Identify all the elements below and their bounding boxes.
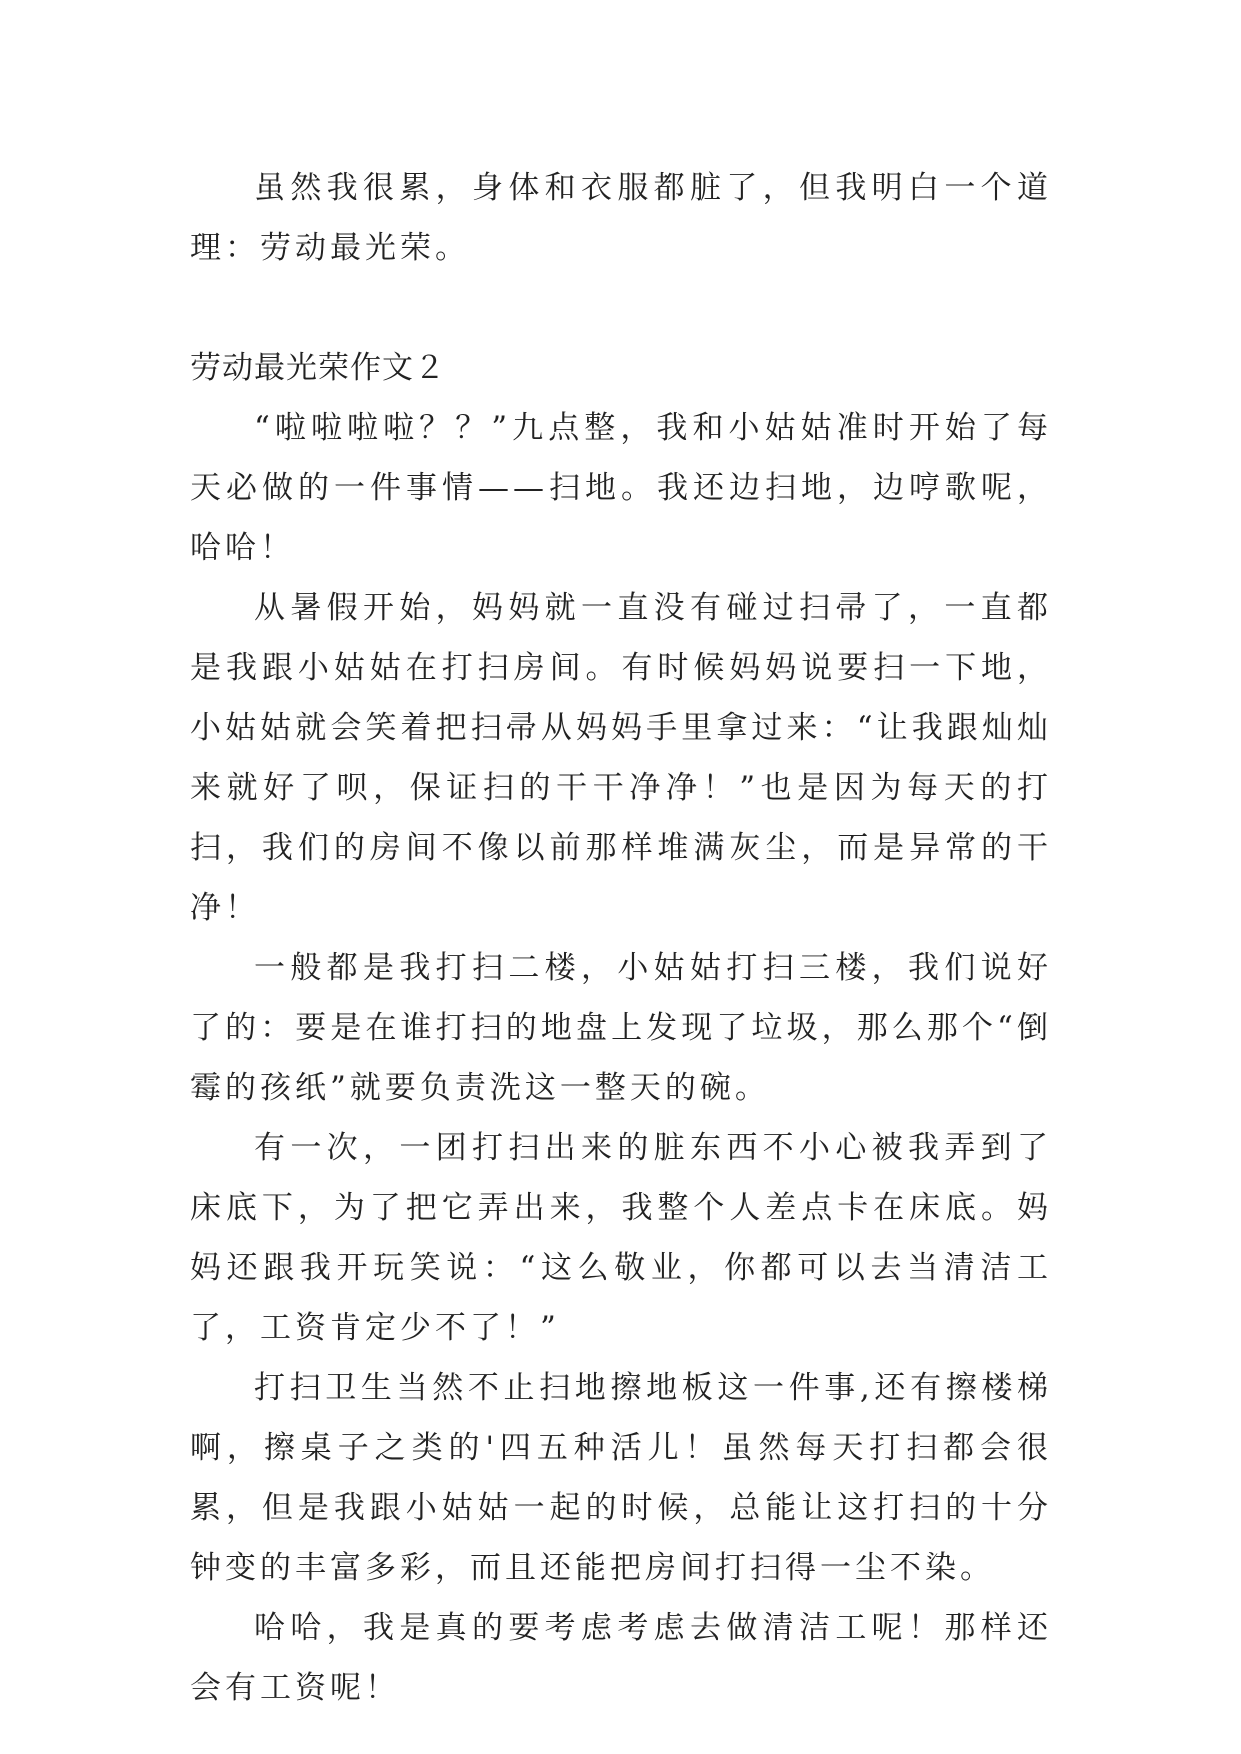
paragraph-5: 打扫卫生当然不止扫地擦地板这一件事,还有擦楼梯啊，擦桌子之类的'四五种活儿！虽然每天打扫都会很累，但是我跟小姑姑一起的时候，总能让这打扫的十分钟变的丰富多彩，而且还能把房间打扫得一尘不染。 [190,1370,1052,1586]
paragraph-3: 一般都是我打扫二楼，小姑姑打扫三楼，我们说好了的：要是在谁打扫的地盘上发现了垃圾，那么那个“倒霉的孩纸”就要负责洗这一整天的碗。 [190,950,1052,1106]
essay-heading: 劳动最光荣作文２ [190,350,446,386]
paragraph-spacer [190,278,1052,338]
paragraph-6: 哈哈，我是真的要考虑考虑去做清洁工呢！那样还会有工资呢！ [190,1610,1052,1706]
paragraph-4: 有一次，一团打扫出来的脏东西不小心被我弄到了床底下，为了把它弄出来，我整个人差点卡在床底。妈妈还跟我开玩笑说：“这么敬业，你都可以去当清洁工了，工资肯定少不了！” [190,1130,1052,1346]
paragraph-1: “啦啦啦啦？？”九点整，我和小姑姑准时开始了每天必做的一件事情——扫地。我还边扫地，边哼歌呢，哈哈！ [190,410,1052,566]
intro-paragraph: 虽然我很累，身体和衣服都脏了，但我明白一个道理：劳动最光荣。 [190,170,1052,266]
document-body [190,158,1052,1718]
paragraph-2: 从暑假开始，妈妈就一直没有碰过扫帚了，一直都是我跟小姑姑在打扫房间。有时候妈妈说要扫一下地，小姑姑就会笑着把扫帚从妈妈手里拿过来：“让我跟灿灿来就好了呗，保证扫的干干净净！”也是因为每天的打扫，我们的房间不像以前那样堆满灰尘，而是异常的干净！ [190,590,1052,926]
